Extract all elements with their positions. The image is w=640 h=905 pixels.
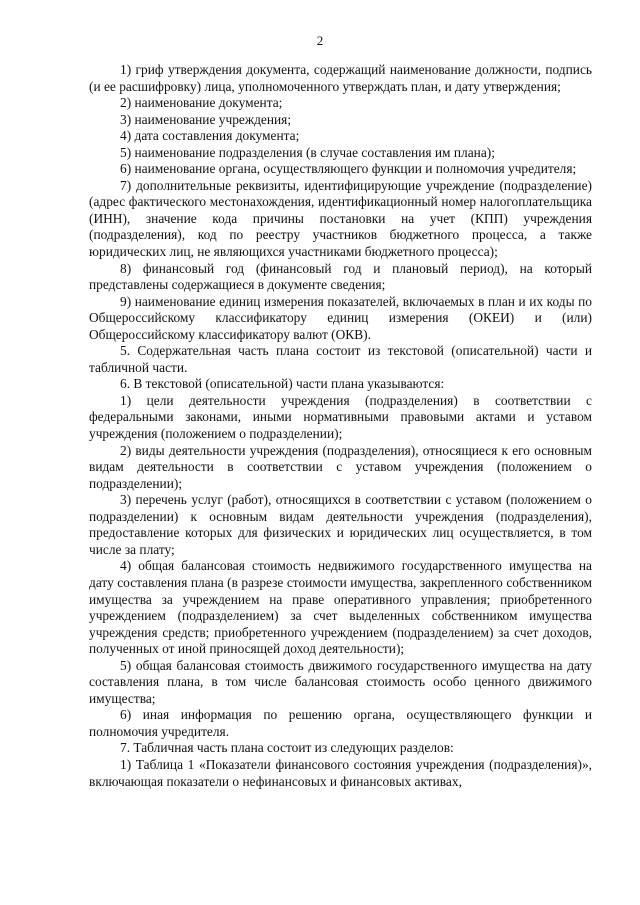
paragraph-document-date: 4) дата составления документа;	[120, 128, 300, 144]
page-number: 2	[316, 33, 324, 48]
paragraph-activity-types: 2) виды деятельности учреждения (подразделения), относящиеся к его основным видам деятельности в соответствии с уставом учреждения (положением о подразделении);	[89, 442, 592, 491]
paragraph-real-estate-value: 4) общая балансовая стоимость недвижимого государственного имущества на дату составления плана (в разрезе стоимости имущества, закрепленного собственником имущества за учреждением на праве оперативного управления; приобретенного учреждением (подразделением) за счет выделенных собственником имущества учреждения средств; приобретенного учреждением (подразделением) за счет доходов, полученных от иной приносящей доход деятельности);	[89, 558, 592, 657]
paragraph-activity-goals: 1) цели деятельности учреждения (подразделения) в соответствии с федеральными законами, иными нормативными правовыми актами и уставом учреждения (положением о подразделении);	[89, 392, 592, 442]
paragraph-subdivision-name: 5) наименование подразделения (в случае составления им плана);	[120, 144, 495, 160]
document-body	[89, 62, 592, 790]
paragraph-founder-body: 6) наименование органа, осуществляющего функции и полномочия учредителя;	[120, 161, 577, 177]
paragraph-financial-year: 8) финансовый год (финансовый год и плановый период), на который представлены содержащиеся в документе сведения;	[89, 260, 592, 293]
paragraph-additional-requisites: 7) дополнительные реквизиты, идентифицирующие учреждение (подразделение) (адрес фактического местонахождения, идентификационный номер налогоплательщика (ИНН), значение кода причины постановки на учет (КПП) учреждения (подразделения), код по реестру участников бюджетного процесса, а также юридических лиц, не являющихся участниками бюджетного процесса);	[89, 177, 592, 260]
paragraph-section-5: 5. Содержательная часть плана состоит из текстовой (описательной) части и табличной части.	[89, 343, 592, 375]
paragraph-measurement-units: 9) наименование единиц измерения показателей, включаемых в план и их коды по Общероссийскому классификатору единиц измерения (ОКЕИ) и (или) Общероссийскому классификатору валют (ОКВ).	[89, 293, 592, 342]
paragraph-document-name: 2) наименование документа;	[120, 95, 283, 111]
paragraph-section-7: 7. Табличная часть плана состоит из следующих разделов:	[120, 740, 454, 756]
paragraph-institution-name: 3) наименование учреждения;	[120, 111, 292, 127]
paragraph-section-6: 6. В текстовой (описательной) части плана указываются:	[120, 376, 445, 392]
paragraph-services-list: 3) перечень услуг (работ), относящихся в соответствии с уставом (положением о подразделении) к основным видам деятельности учреждения (подразделения), предоставление которых для физических и юридических лиц осуществляется, в том числе за плату;	[89, 492, 592, 557]
paragraph-movable-property-value: 5) общая балансовая стоимость движимого государственного имущества на дату составления плана, в том числе балансовая стоимость особо ценного движимого имущества;	[89, 657, 592, 706]
paragraph-approval-stamp: 1) гриф утверждения документа, содержащий наименование должности, подпись (и ее расшифровку) лица, уполномоченного утверждать план, и дату утверждения;	[89, 62, 592, 94]
paragraph-table-1: 1) Таблица 1 «Показатели финансового состояния учреждения (подразделения)», включающая показатели о нефинансовых и финансовых активах,	[89, 756, 592, 789]
paragraph-other-information: 6) иная информация по решению органа, осуществляющего функции и полномочия учредителя.	[89, 707, 592, 739]
